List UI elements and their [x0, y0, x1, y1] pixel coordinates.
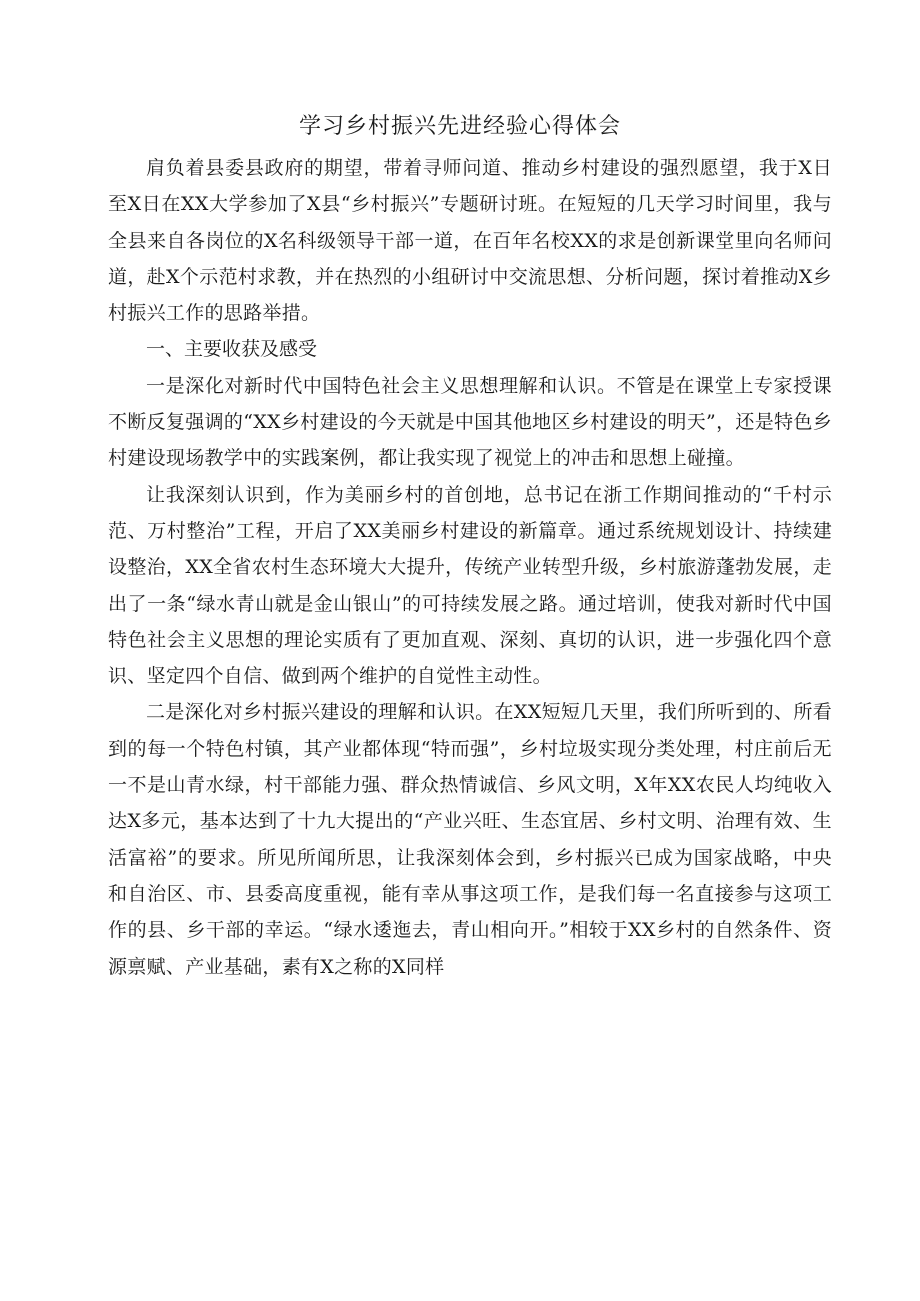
document-body: [108, 150, 832, 985]
paragraph-point-one-detail: 让我深刻认识到，作为美丽乡村的首创地，总书记在浙工作期间推动的“千村示范、万村整治”工程，开启了XX美丽乡村建设的新篇章。通过系统规划设计、持续建设整治，XX全省农村生态环境大大提升，传统产业转型升级，乡村旅游蓬勃发展，走出了一条“绿水青山就是金山银山”的可持续发展之路。通过培训，使我对新时代中国特色社会主义思想的理论实质有了更加直观、深刻、真切的认识，进一步强化四个意识、坚定四个自信、做到两个维护的自觉性主动性。: [108, 483, 832, 688]
section-heading: 一、主要收获及感受: [146, 338, 318, 361]
paragraph-point-one: 一是深化对新时代中国特色社会主义思想理解和认识。不管是在课堂上专家授课不断反复强调的“XX乡村建设的今天就是中国其他地区乡村建设的明天”，还是特色乡村建设现场教学中的实践案例，都让我实现了视觉上的冲击和思想上碰撞。: [108, 374, 832, 470]
document-title: 学习乡村振兴先进经验心得体会: [298, 114, 621, 139]
paragraph-point-two: 二是深化对乡村振兴建设的理解和认识。在XX短短几天里，我们所听到的、所看到的每一个特色村镇，其产业都体现“特而强”，乡村垃圾实现分类处理，村庄前后无一不是山青水绿，村干部能力强、群众热情诚信、乡风文明，X年XX农民人均纯收入达X多元，基本达到了十九大提出的“产业兴旺、生态宜居、乡村文明、治理有效、生活富裕”的要求。所见所闻所思，让我深刻体会到，乡村振兴已成为国家战略，中央和自治区、市、县委高度重视，能有幸从事这项工作，是我们每一名直接参与这项工作的县、乡干部的幸运。“绿水逶迤去，青山相向开。”相较于XX乡村的自然条件、资源禀赋、产业基础，素有X之称的X同样: [108, 701, 832, 978]
paragraph-intro: 肩负着县委县政府的期望，带着寻师问道、推动乡村建设的强烈愿望，我于X日至X日在XX大学参加了X县“乡村振兴”专题研讨班。在短短的几天学习时间里，我与全县来自各岗位的X名科级领导干部一道，在百年名校XX的求是创新课堂里向名师问道，赴X个示范村求教，并在热烈的小组研讨中交流思想、分析问题，探讨着推动X乡村振兴工作的思路举措。: [108, 157, 832, 325]
